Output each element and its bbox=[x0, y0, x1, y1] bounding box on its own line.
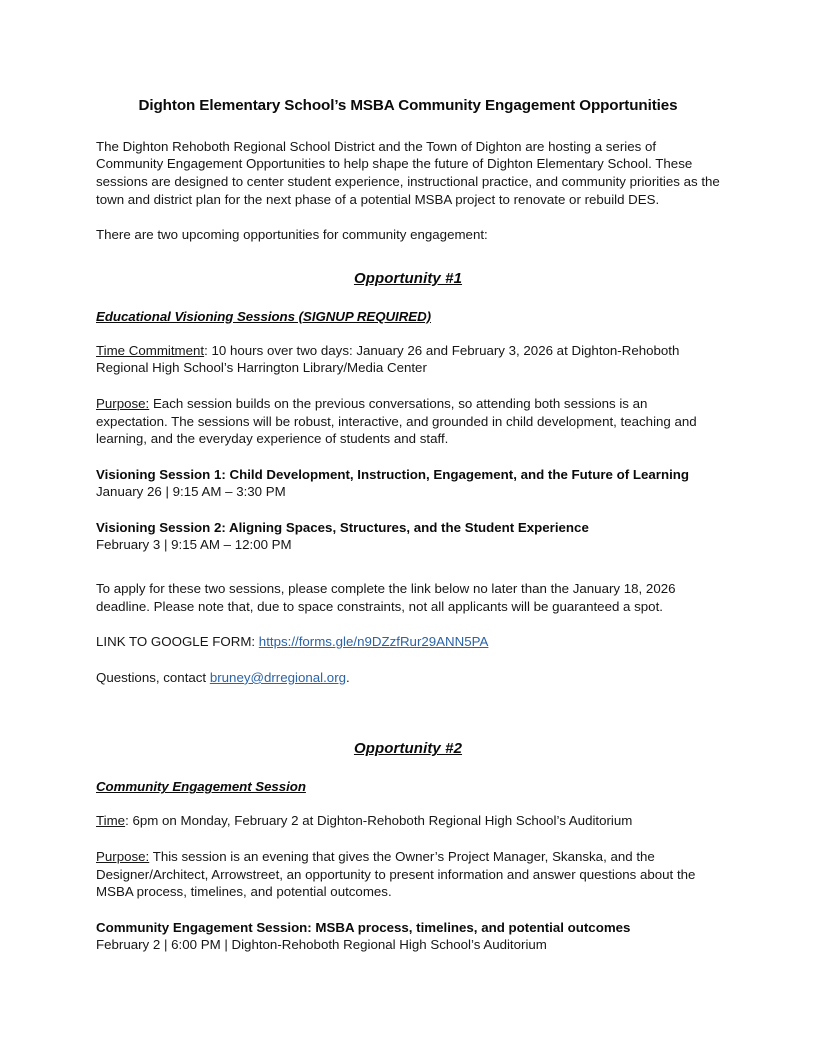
community-engagement-session-block bbox=[96, 919, 720, 954]
google-form-link-paragraph bbox=[96, 633, 720, 651]
google-form-label: LINK TO GOOGLE FORM: bbox=[96, 634, 259, 650]
community-engagement-session-detail: February 2 | 6:00 PM | Dighton-Rehoboth Regional High School’s Auditorium bbox=[96, 937, 547, 953]
visioning-session-1-title: Visioning Session 1: Child Development, Instruction, Engagement, and the Future of Learning bbox=[96, 466, 690, 482]
time-commitment-label: Time Commitment bbox=[96, 342, 205, 358]
time-commitment-separator: : bbox=[204, 342, 212, 358]
google-form-link[interactable]: https://forms.gle/n9DZzfRur29ANN5PA bbox=[258, 634, 489, 650]
time-text: 6pm on Monday, February 2 at Dighton-Rehoboth Regional High School’s Auditorium bbox=[132, 813, 633, 829]
opportunity-2-purpose-paragraph bbox=[96, 848, 720, 901]
purpose-label: Purpose: bbox=[96, 395, 150, 411]
opportunity-2-purpose-text: This session is an evening that gives the Owner’s Project Manager, Skanska, and the Designer/Architect, Arrowstreet, an opportunity to present information and answer questions about the MSBA process, timelines, and potential outcomes. bbox=[96, 849, 696, 900]
opportunity-2-purpose-label: Purpose: bbox=[96, 849, 150, 865]
visioning-session-2-title: Visioning Session 2: Aligning Spaces, Structures, and the Student Experience bbox=[96, 519, 589, 535]
contact-suffix: . bbox=[346, 669, 350, 685]
intro-paragraph: The Dighton Rehoboth Regional School District and the Town of Dighton are hosting a series of Community Engagement Opportunities to help shape the future of Dighton Elementary School. These sessions are designed to center student experience, instructional practice, and community priorities as the town and district plan for the next phase of a potential MSBA project to renovate or rebuild DES. bbox=[96, 138, 720, 207]
purpose-text: Each session builds on the previous conversations, so attending both sessions is an expectation. The sessions will be robust, interactive, and grounded in child development, teaching and learning, and the everyday experience of students and staff. bbox=[96, 395, 697, 447]
page-title: Dighton Elementary School’s MSBA Community Engagement Opportunities bbox=[138, 97, 678, 114]
opportunity-1-subheading: Educational Visioning Sessions (SIGNUP REQUIRED) bbox=[96, 308, 431, 324]
visioning-session-1-detail: January 26 | 9:15 AM – 3:30 PM bbox=[96, 484, 286, 500]
opportunity-2-time-paragraph bbox=[96, 812, 720, 830]
opportunity-1-heading: Opportunity #1 bbox=[353, 269, 463, 287]
lead-in-paragraph: There are two upcoming opportunities for community engagement: bbox=[96, 227, 488, 243]
opportunity-2-subheading: Community Engagement Session bbox=[96, 779, 306, 795]
opportunity-1-purpose-paragraph bbox=[96, 395, 720, 448]
time-label: Time bbox=[96, 813, 126, 829]
contact-email-link[interactable]: bruney@drregional.org bbox=[209, 669, 347, 685]
opportunity-2-heading: Opportunity #2 bbox=[353, 740, 463, 758]
time-commitment-paragraph bbox=[96, 342, 720, 377]
visioning-session-2-block bbox=[96, 519, 720, 554]
visioning-session-2-detail: February 3 | 9:15 AM – 12:00 PM bbox=[96, 537, 292, 553]
document-content bbox=[96, 96, 720, 954]
time-separator: : bbox=[125, 813, 133, 829]
community-engagement-session-title: Community Engagement Session: MSBA process, timelines, and potential outcomes bbox=[96, 919, 631, 935]
visioning-session-1-block bbox=[96, 466, 720, 501]
contact-paragraph bbox=[96, 669, 720, 687]
time-commitment-text: 10 hours over two days: January 26 and February 3, 2026 at Dighton-Rehoboth Regional High School’s Harrington Library/Media Center bbox=[96, 342, 680, 376]
apply-instructions-paragraph: To apply for these two sessions, please complete the link below no later than the January 18, 2026 deadline. Please note that, due to space constraints, not all applicants will be guaranteed a spot. bbox=[96, 581, 676, 614]
layout-spacer bbox=[96, 572, 720, 580]
contact-prefix: Questions, contact bbox=[96, 669, 210, 685]
